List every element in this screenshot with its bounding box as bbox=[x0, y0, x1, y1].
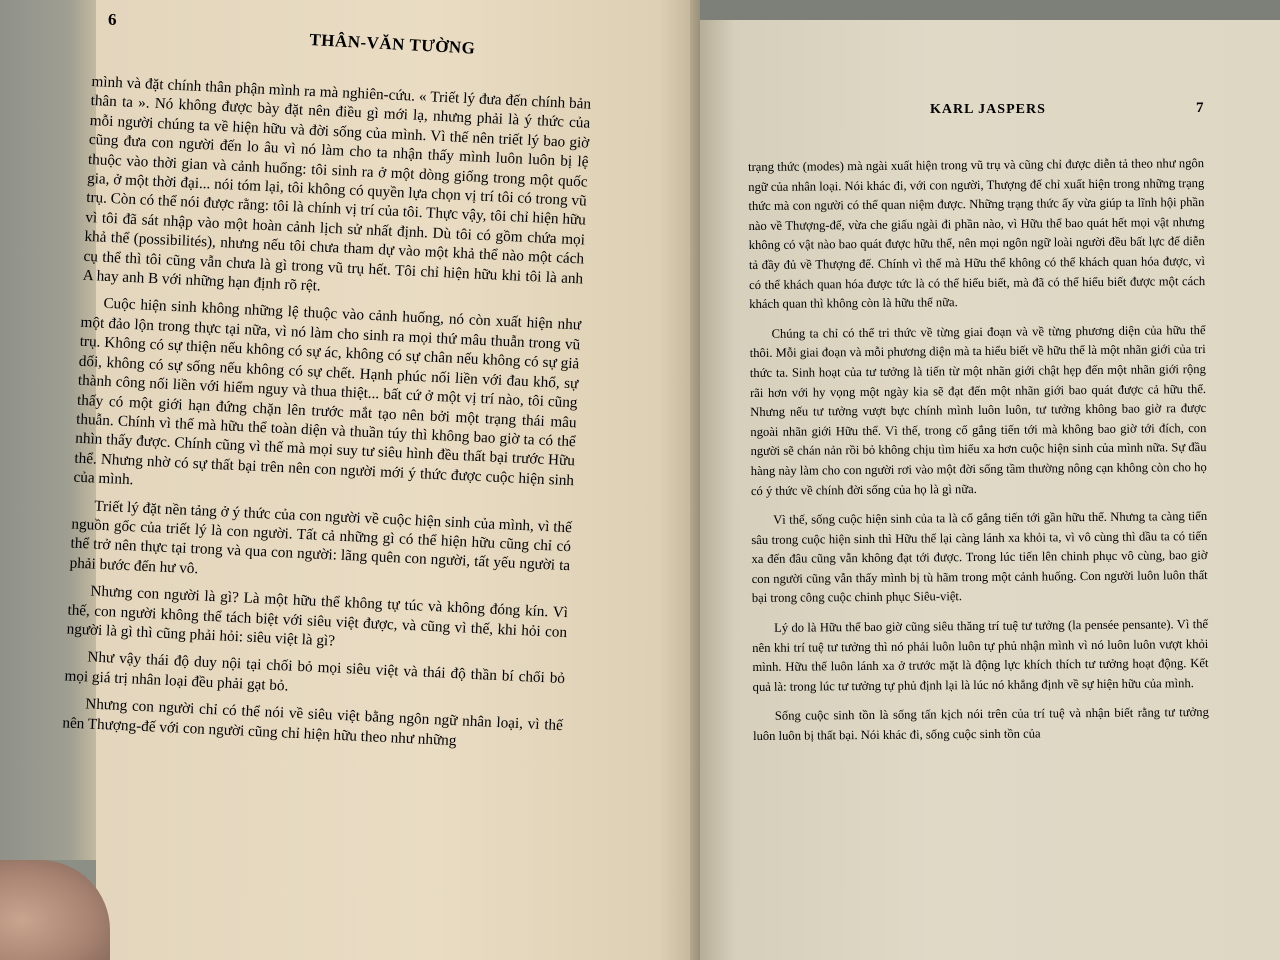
right-paragraph: Lý do là Hữu thể bao giờ cũng siêu thăng trí tuệ tư tưởng (la pensée pensante). Vì thế nên khi trí tuệ tư tưởng thì nó phải luôn luôn tự phủ nhận mình vì nó luôn luôn vượt khỏi mình. Hữu thể luôn lánh xa ở trước mặt là động lực khích thích tư tưởng hoạt động. Kết quả là: trong lúc tư tưởng tự phủ định lại là lúc nó khẳng định về sự hiện hữu của mình. bbox=[752, 617, 1209, 694]
left-running-head: THÂN-VĂN TƯỜNG bbox=[309, 30, 476, 58]
right-page-content bbox=[700, 20, 1280, 960]
right-page-body bbox=[748, 154, 1209, 757]
left-paragraph: Cuộc hiện sinh không những lệ thuộc vào cảnh huống, nó còn xuất hiện như một đảo lộn trong thực tại nữa, vì nó làm cho sinh ra mọi thứ mâu thuẫn trong vũ trụ. Không có sự thiện nếu không có sự ác, không có sự chân nếu không có sự giả dối, không có sự sống nếu không có sự chết. Hạnh phúc nối liền với đau khổ, sự thành công nối liền với hiểm nguy và thua thiệt... bất cứ ở một vị trí nào, tôi cũng thấy có một giới hạn đứng chặn lên trước mắt tạo nên bởi một trạng thái mâu thuẫn. Chính vì thế mà hữu thể toàn diện và thuần túy thì không bao giờ ta có thể nhìn thấy được. Chính cũng vì thế mà mọi suy tư siêu hình đều thất bại trước Hữu thể. Nhưng nhờ có sự thất bại trên nên con người mới ý thức được cuộc hiện sinh của mình. bbox=[73, 295, 582, 489]
right-paragraph: trạng thức (modes) mà ngài xuất hiện trong vũ trụ và cũng chỉ được diễn tả theo như ngôn ngữ của nhân loại. Nói khác đi, với con người, Thượng đế chỉ xuất hiện trong những trạng thức mà con người có thể quan niệm được. Những trạng thức ấy vừa giúp ta lĩnh hội phần nào về Thượng-đế, vừa che giấu ngài đi phần nào, vì Hữu thể bao quát hết mọi vật nhưng không có vật nào bao quát được hữu thể, nên mọi ngôn ngữ loài người đều bất lực để diễn tả đầy đủ về Thượng đế. Chính vì thế mà Hữu thể không có thể khách quan hóa được, vì có thể khách quan hóa được tức là có thể hiểu biết, mà đã có thể hiểu biết được một cách khách quan thì không còn là hữu thể nữa. bbox=[748, 156, 1206, 312]
right-page-number: 7 bbox=[1196, 100, 1205, 116]
right-paragraph: Vì thế, sống cuộc hiện sinh của ta là cố gắng tiến tới gần hữu thể. Nhưng ta càng tiến sâu trong cuộc hiện sinh thì Hữu thể lại càng lánh xa khỏi ta, vì vô cùng thì dầu ta có tiến xa đến đâu cũng vẫn không đạt tới được. Trong lúc tiến lên chinh phục vô cùng, bao giờ con người cũng vẫn thấy mình bị tù hãm trong một cảnh huống. Con người luôn luôn thất bại trong công cuộc chinh phục Siêu-việt. bbox=[751, 509, 1208, 606]
left-paragraph: Như vậy thái độ duy nội tại chối bỏ mọi siêu việt và thái độ thần bí chối bỏ mọi giá trị nhân loại đều phải gạt bỏ. bbox=[64, 648, 566, 695]
thumb bbox=[0, 860, 110, 960]
left-paragraph: Triết lý đặt nền tảng ở ý thức của con người về cuộc hiện sinh của mình, vì thế nguồn gốc của triết lý là con người. Tất cả những gì có thể hiện hữu cũng chỉ có thể trở nên thực tại trong và qua con người: lãng quên con người, tất yếu người ta phải bước đến hư vô. bbox=[69, 497, 573, 578]
right-paragraph: Sống cuộc sinh tồn là sống tấn kịch nói trên của trí tuệ và nhận biết rằng tư tưởng luôn luôn bị thất bại. Nói khác đi, sống cuộc sinh tồn của bbox=[752, 705, 1209, 744]
left-paragraph: Nhưng con người là gì? Là một hữu thể không tự túc và không đóng kín. Vì thế, con người không thể tách biệt với siêu việt được, và cũng vì thế, khi hỏi con người là gì thì cũng phải hỏi: siêu việt là gì? bbox=[66, 582, 569, 650]
right-running-head: KARL JASPERS bbox=[930, 102, 1046, 117]
left-paragraph: mình và đặt chính thân phận mình ra mà nghiên-cứu. « Triết lý đưa đến chính bản thân ta ». Nó không được bày đặt nên điều gì mới lạ, nhưng phải là ý thức của mỗi người chúng ta về hiện hữu và đời sống của mình. Vì thế nên triết lý bao giờ cũng đưa con người đến lo âu vì nó làm cho ta nhận thấy mình luôn luôn bị lệ thuộc vào thời gian và cảnh huống: tôi sinh ra ở một dòng giống trong một quốc gia, ở một thời đại... nói tóm lại, tôi không có quyền lựa chọn vị trí tôi có trong vũ trụ. Còn có thể nói được rằng: tôi là chính vị trí của tôi. Thực vậy, tôi chỉ hiện hữu vì tôi đã sát nhập vào một hoàn cảnh lịch sử nhất định. Dù tôi có gồm chứa mọi khả thể (possibilités), nhưng nếu tôi chưa tham dự vào một khả thể nào một cách cụ thể thì tôi cũng vẫn chưa là gì trong vũ trụ hết. Tôi chỉ hiện hữu khi tôi là anh A hay anh B với những hạn định rõ rệt. bbox=[82, 72, 592, 295]
left-paragraph: Nhưng con người chỉ có thể nói về siêu việt bằng ngôn ngữ nhân loại, vì thế nên Thượng-đế với con người cũng chỉ hiện hữu theo như những bbox=[62, 695, 564, 749]
left-page-number: 6 bbox=[108, 10, 117, 29]
left-page-body bbox=[62, 72, 592, 763]
right-paragraph: Chúng ta chỉ có thể tri thức về từng giai đoạn và về từng phương diện của hữu thể thôi. Mỗi giai đoạn và mỗi phương diện mà ta hiểu biết về hữu thể là một nhãn giới của tri thức ta. Sinh hoạt của tư tưởng là tiến từ một nhãn giới chật hẹp đến một nhãn giới rộng rãi hơn với hy vọng một ngày kia sẽ đạt đến một nhãn giới bao quát được cả hữu thể. Nhưng nếu tư tưởng vượt bực chính mình luôn luôn, tư tưởng không bao giờ ra được ngoài nhãn giới Hữu thể. Vì thế, trong cố gắng tiến tới mà không bao giờ tới đích, con người sẽ chán nản rồi bỏ không chịu tìm hiểu xa hơn cuộc hiện sinh của mình nữa. Sự đầu hàng này làm cho con người rơi vào một đời sống tầm thường nông cạn không còn cho họ có ý thức về chính đời sống của họ là gì nữa. bbox=[749, 322, 1207, 498]
